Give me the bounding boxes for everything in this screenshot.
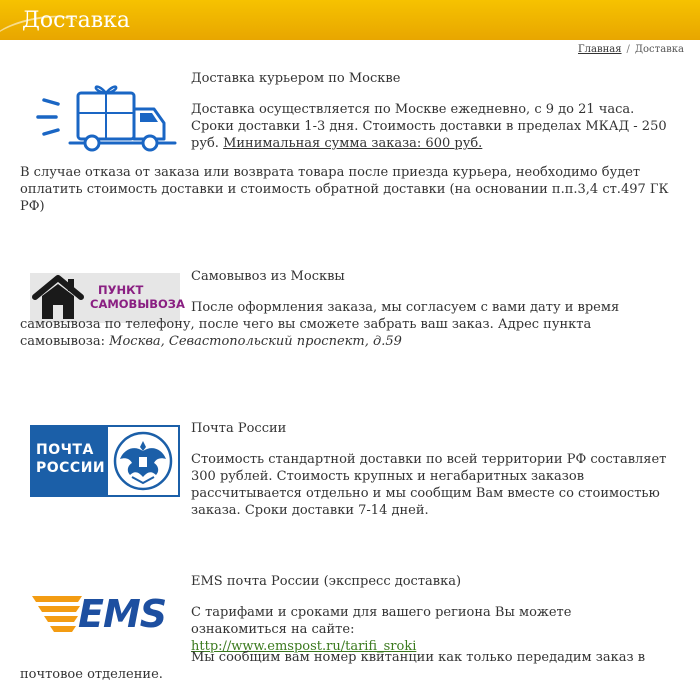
pickup-main-text: После оформления заказа, мы согласуем с вами дату и время самовывоза по телефону, после чего вы сможете забрать ваш заказ. Адрес пункта самовывоза: bbox=[20, 300, 620, 349]
ems-tariff-link[interactable]: http://www.emspost.ru/tarifi_sroki bbox=[191, 639, 417, 654]
courier-section bbox=[0, 0, 700, 214]
page-title: Доставка bbox=[22, 8, 130, 33]
ems-title: EMS почта России (экспресс доставка) bbox=[191, 574, 462, 589]
pickup-logo-line2: САМОВЫВОЗА bbox=[90, 297, 185, 311]
pickup-logo-line1: ПУНКТ bbox=[98, 283, 144, 297]
russian-post-logo-line2: РОССИИ bbox=[36, 460, 106, 476]
delivery-truck-icon bbox=[30, 75, 180, 155]
min-order-link[interactable]: Минимальная сумма заказа: 600 руб. bbox=[223, 136, 483, 151]
russian-post-logo-text bbox=[36, 441, 105, 477]
pickup-title: Самовывоз из Москвы bbox=[191, 269, 345, 284]
eagle-emblem-icon bbox=[108, 427, 178, 495]
courier-title: Доставка курьером по Москве bbox=[191, 71, 401, 86]
ems-text bbox=[191, 604, 671, 655]
post-text: Стоимость стандартной доставки по всей территории РФ составляет 300 рублей. Стоимость крупных и негабаритных заказов рассчитывается отдельно и мы сообщим Вам вместе со стоимостью заказа. Сроки доставки 7-14 дней. bbox=[191, 452, 667, 518]
post-section bbox=[0, 410, 700, 518]
courier-text bbox=[191, 101, 671, 152]
ems-section bbox=[0, 560, 700, 700]
ems-receipt-text: Мы сообщим вам номер квитанции как только передадим заказ в почтовое отделение. bbox=[20, 650, 646, 682]
ems-main-text: С тарифами и сроками для вашего региона Вы можете ознакомиться на сайте: bbox=[191, 605, 572, 637]
ems-logo-text: EMS bbox=[78, 592, 167, 636]
pickup-text bbox=[20, 299, 660, 350]
courier-main-text: Доставка осуществляется по Москве ежедневно, с 9 до 21 часа. Сроки доставки 1-3 дня. Стоимость доставки в пределах МКАД - 250 руб. bbox=[191, 102, 667, 151]
breadcrumb-current: Доставка bbox=[634, 44, 684, 55]
breadcrumb-home-link[interactable]: Главная bbox=[578, 44, 622, 55]
breadcrumb-separator: / bbox=[626, 44, 630, 55]
ems-logo bbox=[30, 590, 182, 640]
pickup-address: Москва, Севастопольский проспект, д.59 bbox=[109, 334, 402, 349]
russian-post-logo-line1: ПОЧТА bbox=[36, 442, 94, 458]
russian-post-text-block bbox=[32, 427, 108, 495]
courier-refusal-text: В случае отказа от заказа или возврата товара после приезда курьера, необходимо будет оплатить стоимость доставки и стоимость обратной доставки (на основании п.п.3,4 ст.497 ГК РФ) bbox=[20, 165, 669, 214]
post-title: Почта России bbox=[191, 421, 287, 436]
russian-post-logo bbox=[30, 425, 180, 497]
pickup-section bbox=[0, 260, 700, 360]
